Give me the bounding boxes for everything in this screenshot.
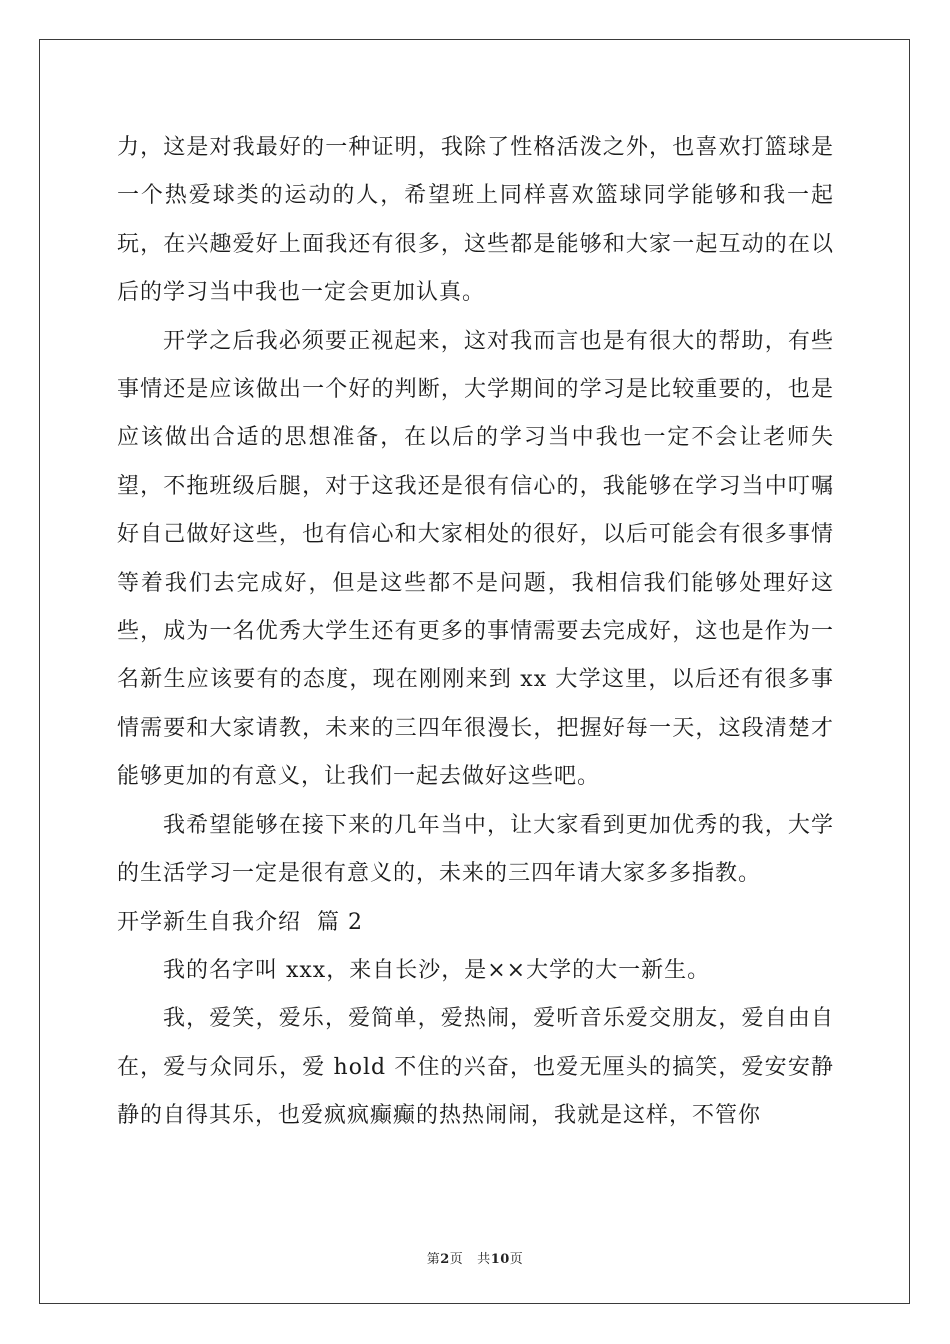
paragraph-continuation: 力，这是对我最好的一种证明，我除了性格活泼之外，也喜欢打篮球是一个热爱球类的运动的人，希望班上同样喜欢篮球同学能够和我一起玩，在兴趣爱好上面我还有很多，这些都是能够和大家一起互动的在以后的学习当中我也一定会更加认真。	[117, 135, 834, 306]
section-heading: 开学新生自我介绍 篇 2	[117, 909, 363, 935]
total-label-suffix: 页	[509, 1252, 524, 1267]
document-body	[117, 124, 834, 1141]
paragraph: 我的名字叫 xxx，来自长沙，是××大学的大一新生。	[163, 957, 711, 983]
page-label-suffix: 页	[449, 1252, 464, 1267]
page-label-prefix: 第	[426, 1252, 441, 1267]
paragraph: 我，爱笑，爱乐，爱简单，爱热闹，爱听音乐爱交朋友，爱自由自在，爱与众同乐，爱 hold 不住的兴奋，也爱无厘头的搞笑，爱安安静静的自得其乐，也爱疯疯癫癫的热热闹闹，我就是这样，不管你	[117, 1006, 834, 1129]
page-number: 2	[440, 1252, 450, 1267]
page-footer	[0, 1248, 950, 1267]
paragraph: 我希望能够在接下来的几年当中，让大家看到更加优秀的我，大学的生活学习一定是很有意义的，未来的三四年请大家多多指教。	[117, 812, 834, 887]
paragraph: 开学之后我必须要正视起来，这对我而言也是有很大的帮助，有些事情还是应该做出一个好的判断，大学期间的学习是比较重要的，也是应该做出合适的思想准备，在以后的学习当中我也一定不会让老师失望，不拖班级后腿，对于这我还是很有信心的，我能够在学习当中叮嘱好自己做好这些，也有信心和大家相处的很好，以后可能会有很多事情等着我们去完成好，但是这些都不是问题，我相信我们能够处理好这些，成为一名优秀大学生还有更多的事情需要去完成好，这也是作为一名新生应该要有的态度，现在刚刚来到 xx 大学这里，以后还有很多事情需要和大家请教，未来的三四年很漫长，把握好每一天，这段清楚才能够更加的有意义，让我们一起去做好这些吧。	[117, 328, 834, 790]
total-label-prefix: 共	[477, 1252, 491, 1267]
total-pages: 10	[490, 1252, 510, 1267]
